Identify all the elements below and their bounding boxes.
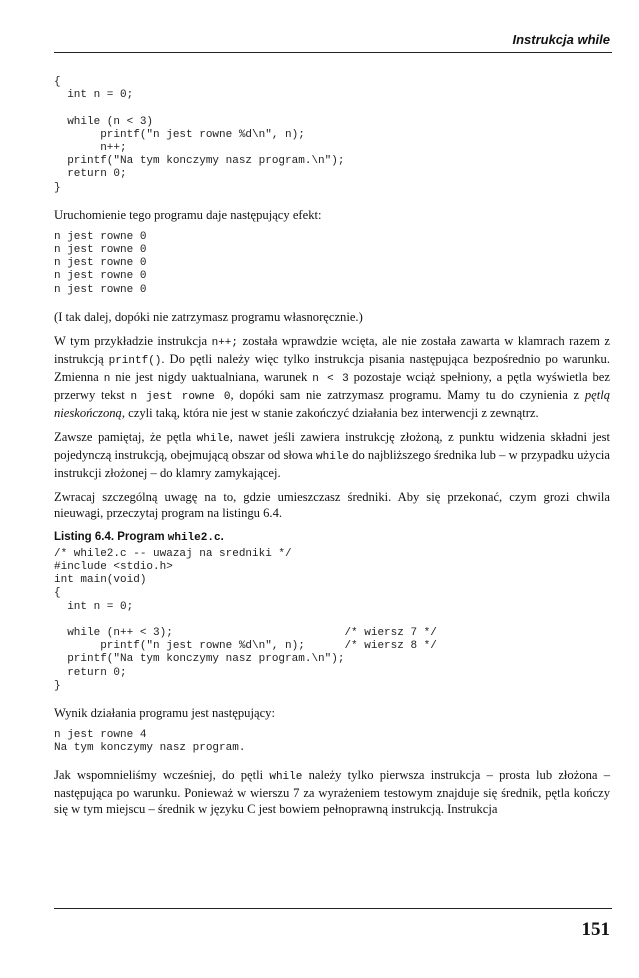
inline-code: n jest rowne 0: [130, 390, 231, 403]
paragraph-4: [54, 429, 610, 481]
text-run: pozostaje wciąż spełniony, a pętla wyświetla bez przerwy tekst: [54, 369, 610, 402]
text-run: , dopóki sam nie zatrzymasz programu. Mamy tu do czynienia z: [230, 387, 585, 402]
paragraph-5: Zwracaj szczególną uwagę na to, gdzie umieszczasz średniki. Aby się przekonać, czym grozi chwila nieuwagi, przeczytaj program na listingu 6.4.: [54, 489, 610, 520]
text-run: należy tylko pierwsza instrukcja – prosta lub złożona – następująca po warunku. Ponieważ w wierszu 7 za wyrażeniem testowym znajduje się średnik, pętla kończy się w tym miejscu – średnik w języku C jest bowiem pełnoprawną instrukcją. Instrukcja: [54, 768, 611, 817]
italic-term: pętlą nieskończoną: [54, 387, 610, 420]
paragraph-6: Wynik działania programu jest następujący:: [54, 706, 275, 721]
program-output-2: n jest rowne 4 Na tym konczymy nasz program.: [54, 729, 246, 755]
inline-code: while: [316, 450, 350, 463]
code-listing-2: /* while2.c -- uwazaj na sredniki */ #include <stdio.h> int main(void) { int n = 0; while (n++ < 3); /* wiersz 7 */ printf("n jest rowne %d\n", n); /* wiersz 8 */ printf("Na tym konczymy nasz program.\n"); return 0; }: [54, 547, 437, 692]
inline-code: n: [103, 372, 111, 385]
text-run: do najbliższego średnika lub – w przypadku użycia instrukcji złożonej – do klamry zamykającej.: [54, 447, 610, 480]
paragraph-2: (I tak dalej, dopóki nie zatrzymasz programu własnoręcznie.): [54, 309, 363, 324]
text-run: , nawet jeśli zawiera instrukcję złożoną, z punktu widzenia składni jest pojedynczą instrukcją, obejmującą obszar od słowa: [54, 429, 611, 462]
inline-code: printf(): [108, 354, 162, 367]
inline-code: while: [196, 432, 230, 445]
text-run: W tym przykładzie instrukcja: [54, 333, 212, 348]
chapter-title: Instrukcja while: [512, 32, 610, 47]
listing-caption: [54, 529, 610, 546]
listing-filename: while2.c: [167, 531, 221, 544]
text-run: , czyli taką, która nie jest w stanie zakończyć działania bez interwencji z zewnątrz.: [121, 405, 539, 420]
text-run: nie jest nigdy uaktualniana, warunek: [110, 369, 313, 384]
text-run: Jak wspomnieliśmy wcześniej, do pętli: [54, 768, 270, 783]
code-listing-1: { int n = 0; while (n < 3) printf("n jest rowne %d\n", n); n++; printf("Na tym konczymy nasz program.\n"); return 0; }: [54, 76, 345, 194]
paragraph-1: Uruchomienie tego programu daje następujący efekt:: [54, 207, 322, 222]
inline-code: n < 3: [312, 372, 349, 385]
program-output-1: n jest rowne 0 n jest rowne 0 n jest rowne 0 n jest rowne 0 n jest rowne 0: [54, 230, 147, 296]
text-run: Zawsze pamiętaj, że pętla: [54, 429, 197, 444]
inline-code: n++;: [211, 336, 238, 349]
running-header: [54, 30, 612, 53]
text-run: została wprawdzie wcięta, ale nie została zawarta w klamrach razem z instrukcją: [54, 333, 611, 366]
inline-code: while: [269, 771, 303, 784]
page-footer: [54, 908, 612, 940]
page-content: [54, 76, 610, 825]
listing-label-text: Listing 6.4. Program: [54, 530, 168, 543]
paragraph-7: [54, 767, 610, 817]
page-number: 151: [581, 919, 610, 940]
listing-label-dot: .: [220, 530, 224, 543]
text-run: . Do pętli należy więc tylko instrukcja pisania następująca bezpośrednio po warunku. Zmienna: [54, 351, 611, 384]
paragraph-3: [54, 333, 610, 421]
